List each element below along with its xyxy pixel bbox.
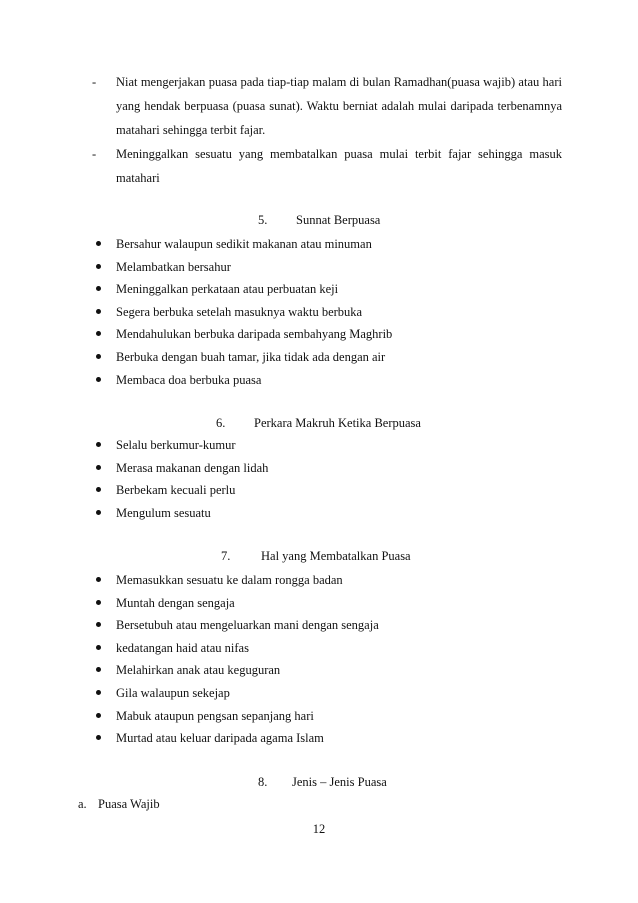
list-item <box>96 595 566 618</box>
intro-dash-list <box>92 70 562 190</box>
bullet-list-makruh <box>96 437 566 527</box>
bullet-icon <box>96 510 101 515</box>
list-item <box>92 142 562 190</box>
list-item <box>96 236 566 259</box>
list-item <box>96 460 566 483</box>
subsection-heading <box>78 796 160 812</box>
list-item-text: Muntah dengan sengaja <box>116 595 235 610</box>
list-item-text: Mengulum sesuatu <box>116 505 211 520</box>
list-item-text: Mabuk ataupun pengsan sepanjang hari <box>116 708 314 723</box>
bullet-icon <box>96 465 101 470</box>
bullet-icon <box>96 309 101 314</box>
bullet-icon <box>96 241 101 246</box>
list-item <box>96 617 566 640</box>
bullet-icon <box>96 331 101 336</box>
section-heading-8 <box>258 774 387 790</box>
subsection-label: a. <box>78 797 87 811</box>
list-item-text: Berbekam kecuali perlu <box>116 483 236 498</box>
list-item-text: Bersetubuh atau mengeluarkan mani dengan sengaja <box>116 618 379 633</box>
bullet-icon <box>96 622 101 627</box>
section-title: Perkara Makruh Ketika Berpuasa <box>254 416 421 430</box>
list-item-text: Membaca doa berbuka puasa <box>116 372 262 387</box>
list-item-text: Mendahulukan berbuka daripada sembahyang Maghrib <box>116 327 393 342</box>
bullet-icon <box>96 713 101 718</box>
list-item-text: Meninggalkan perkataan atau perbuatan keji <box>116 282 339 297</box>
list-item <box>96 372 566 395</box>
section-heading-5 <box>258 212 380 228</box>
list-item-text: Merasa makanan dengan lidah <box>116 460 269 475</box>
bullet-icon <box>96 690 101 695</box>
list-item <box>96 640 566 663</box>
section-number: 8. <box>258 775 268 789</box>
section-number: 6. <box>216 416 226 430</box>
list-item-text: Bersahur walaupun sedikit makanan atau minuman <box>116 237 372 251</box>
list-item-text: Segera berbuka setelah masuknya waktu berbuka <box>116 304 363 319</box>
bullet-icon <box>96 354 101 359</box>
list-item <box>96 572 566 595</box>
list-item <box>96 259 566 282</box>
list-item <box>96 304 566 327</box>
list-item <box>96 685 566 708</box>
list-item-text: Gila walaupun sekejap <box>116 685 230 700</box>
section-number: 7. <box>221 549 231 563</box>
bullet-icon <box>96 577 101 582</box>
list-item <box>96 349 566 372</box>
section-title: Sunnat Berpuasa <box>296 213 381 227</box>
list-item <box>96 730 566 753</box>
list-item <box>96 482 566 505</box>
list-item-text: Meninggalkan sesuatu yang membatalkan puasa mulai terbit fajar sehingga masuk matahari <box>116 147 562 185</box>
list-item-text: Melambatkan bersahur <box>116 259 231 274</box>
section-heading-6 <box>216 415 421 431</box>
page-number: 12 <box>312 822 326 836</box>
dash-marker: - <box>92 147 97 161</box>
list-item <box>96 281 566 304</box>
bullet-icon <box>96 600 101 605</box>
bullet-icon <box>96 487 101 492</box>
bullet-list-membatalkan <box>96 572 566 753</box>
list-item-text: Melahirkan anak atau keguguran <box>116 663 281 678</box>
bullet-icon <box>96 264 101 269</box>
list-item <box>96 708 566 731</box>
bullet-icon <box>96 667 101 672</box>
bullet-icon <box>96 377 101 382</box>
section-title: Jenis – Jenis Puasa <box>292 775 387 789</box>
list-item <box>92 70 562 142</box>
list-item-text: Memasukkan sesuatu ke dalam rongga badan <box>116 573 343 587</box>
section-heading-7 <box>221 548 411 564</box>
section-title: Hal yang Membatalkan Puasa <box>261 549 411 563</box>
list-item-text: Berbuka dengan buah tamar, jika tidak ada dengan air <box>116 349 386 364</box>
list-item <box>96 662 566 685</box>
list-item <box>96 326 566 349</box>
bullet-icon <box>96 735 101 740</box>
list-item-text: Selalu berkumur-kumur <box>116 438 236 452</box>
subsection-title: Puasa Wajib <box>98 797 160 811</box>
list-item <box>96 437 566 460</box>
bullet-icon <box>96 645 101 650</box>
section-number: 5. <box>258 213 268 227</box>
bullet-icon <box>96 442 101 447</box>
list-item-text: Murtad atau keluar daripada agama Islam <box>116 731 324 746</box>
bullet-icon <box>96 286 101 291</box>
list-item <box>96 505 566 528</box>
bullet-list-sunnat <box>96 236 566 394</box>
dash-marker: - <box>92 75 97 89</box>
list-item-text: kedatangan haid atau nifas <box>116 640 249 655</box>
list-item-text: Niat mengerjakan puasa pada tiap-tiap malam di bulan Ramadhan(puasa wajib) atau hari yang hendak berpuasa (puasa sunat). Waktu berniat adalah mulai daripada terbenamnya matahari sehingga terbit fajar. <box>116 75 562 137</box>
